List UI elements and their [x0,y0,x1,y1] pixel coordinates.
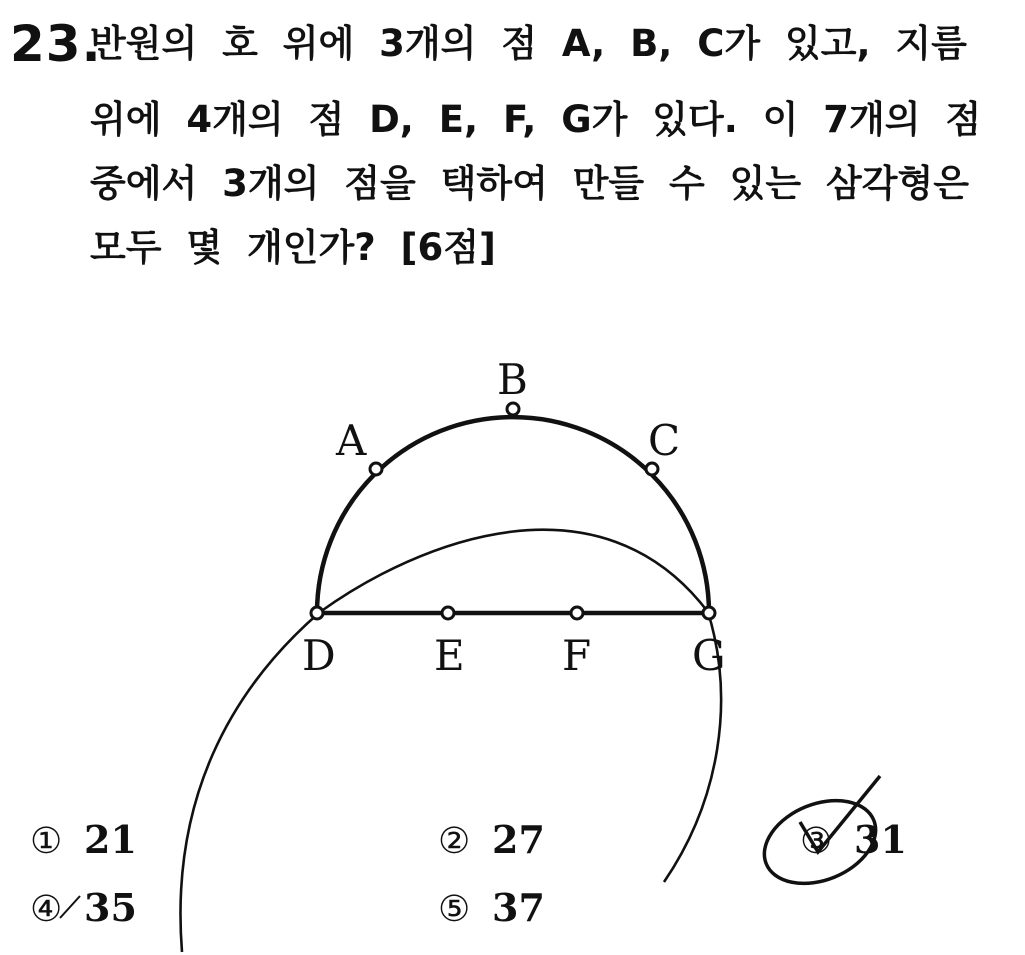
point-a-marker [370,463,382,475]
choice-5-mark: ⑤ [438,889,471,930]
question-text-line-4: 모두 몇 개인가? [6점] [90,226,496,269]
choice-1-value: 21 [84,817,137,862]
point-f-label: F [562,631,592,680]
choice-1[interactable] [30,818,137,864]
handwritten-curve-upper [320,530,708,612]
choice-5[interactable] [438,886,545,932]
choice-3-mark: ③ [800,821,833,862]
choice-2-mark: ② [438,821,471,862]
point-g-label: G [692,631,726,680]
question-text-line-2: 위에 4개의 점 D, E, F, G가 있다. 이 7개의 점 [90,98,982,141]
question-number: 23. [10,15,102,73]
point-d-marker [311,607,323,619]
point-c-label: C [648,416,681,465]
point-e-label: E [434,631,465,680]
choice-2[interactable] [438,818,545,864]
choice-4-value: 35 [84,885,137,930]
choice-3[interactable] [800,818,907,864]
point-b-marker [507,403,519,415]
choice-1-mark: ① [30,821,63,862]
handwritten-curve-left [180,612,320,952]
choice-3-value: 31 [854,817,907,862]
choice-2-value: 27 [492,817,545,862]
point-a-label: A [336,416,367,465]
point-e-marker [442,607,454,619]
point-d-label: D [302,631,336,680]
choice-4-mark: ④ [30,889,63,930]
question-text-line-3: 중에서 3개의 점을 택하여 만들 수 있는 삼각형은 [90,162,970,205]
point-b-label: B [497,355,528,404]
choice-4[interactable] [30,886,137,932]
choice-5-value: 37 [492,885,545,930]
point-g-marker [703,607,715,619]
point-f-marker [571,607,583,619]
question-text-line-1: 반원의 호 위에 3개의 점 A, B, C가 있고, 지름 [90,22,967,65]
